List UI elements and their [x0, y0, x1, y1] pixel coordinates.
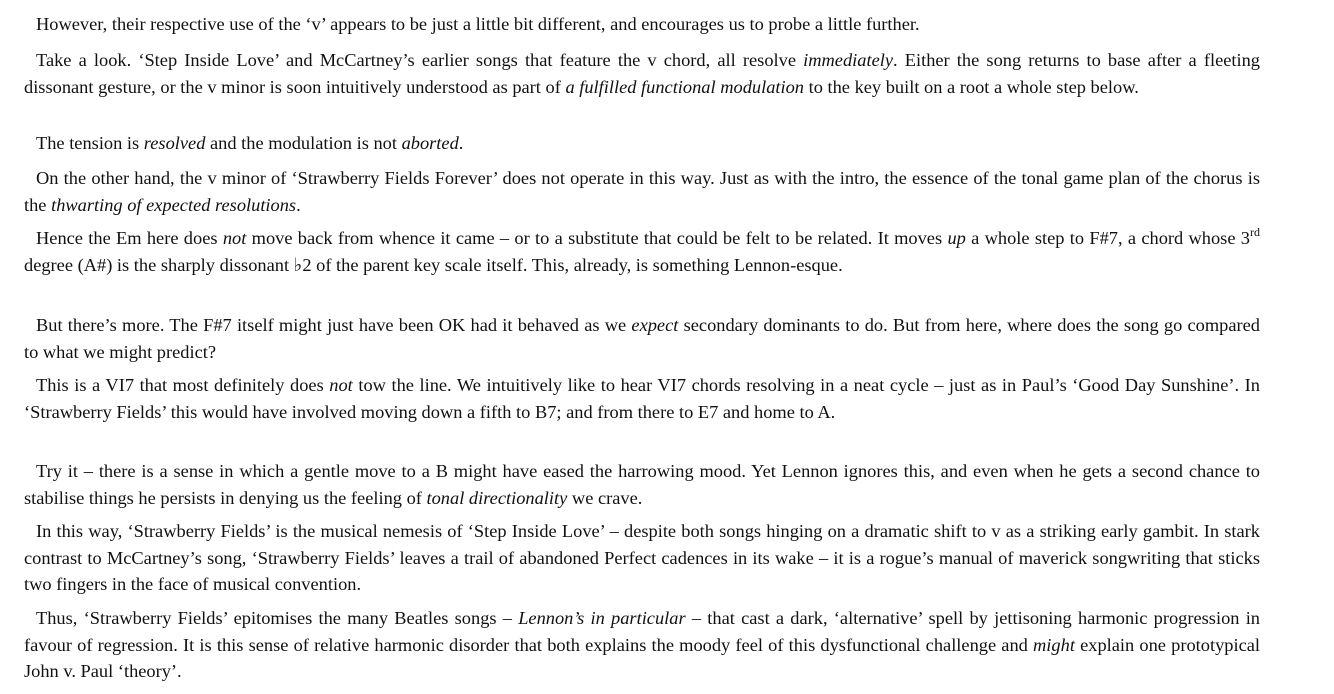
paragraph-5: [24, 225, 1260, 278]
paragraph-text: But there’s more. The F#7 itself might just have been OK had it behaved as we: [36, 315, 632, 335]
paragraph-text: .: [458, 133, 464, 153]
emphasis-text: not: [222, 228, 247, 248]
paragraph-text: and the modulation is not: [205, 133, 402, 153]
paragraph-text: move back from whence it came – or to a substitute that could be felt to be related. It moves: [246, 228, 948, 248]
paragraph-10: [24, 605, 1260, 685]
emphasis-text: immediately: [803, 50, 894, 70]
emphasis-text: a fulfilled functional modulation: [565, 76, 804, 97]
paragraph-text: .: [296, 194, 301, 215]
paragraph-text: explain one prototypical John v. Paul ‘theory’.: [24, 634, 1260, 682]
paragraph-6: [24, 312, 1260, 365]
paragraph-text: In this way, ‘Strawberry Fields’ is the musical nemesis of ‘Step Inside Love’ – despite both songs hinging on a dramatic shift to v as a striking early gambit. In stark contrast to McCartney’s song, ‘Strawberry Fields’ leaves a trail of abandoned Perfect cadences in its wake – it is a rogue’s manual of maverick songwriting that sticks two fingers in the face of musical convention.: [24, 521, 1260, 595]
superscript-text: rd: [1250, 225, 1260, 239]
emphasis-text: resolved: [143, 133, 206, 153]
paragraph-text: – that cast a dark, ‘alternative’ spell by jettisoning harmonic progression in favour of regression. It is this sense of relative harmonic disorder that both explains the moody feel of this dysfunctional challenge and: [24, 608, 1260, 655]
emphasis-text: thwarting of expected resolutions: [51, 194, 297, 215]
paragraph-text: tow the line. We intuitively like to hear VI7 chords resolving in a neat cycle – just as in Paul’s ‘Good Day Sunshine’. In ‘Strawberry Fields’ this would have involved moving down a fifth to B7; and from there to E7 and home to A.: [24, 375, 1261, 422]
emphasis-text: not: [329, 375, 353, 395]
paragraph-text: The tension is: [36, 133, 144, 153]
paragraph-7: [24, 372, 1260, 425]
paragraph-text: we crave.: [567, 487, 643, 508]
emphasis-text: expect: [631, 315, 679, 335]
paragraph-text: This is a VI7 that most definitely does: [36, 375, 330, 395]
paragraph-text: . Either the song returns to base after a fleeting dissonant gesture, or the v minor is soon intuitively understood as part of: [24, 50, 1261, 97]
paragraph-text: a whole step to F#7, a chord whose 3: [965, 228, 1250, 248]
paragraph-4: [24, 165, 1260, 218]
emphasis-text: up: [947, 228, 966, 248]
paragraph-9: [24, 518, 1260, 598]
paragraph-2: [24, 47, 1260, 100]
paragraph-1: [24, 11, 1260, 38]
paragraph-3: [24, 130, 1260, 157]
paragraph-text: Take a look. ‘Step Inside Love’ and McCartney’s earlier songs that feature the v chord, all resolve: [36, 50, 804, 70]
paragraph-text: However, their respective use of the ‘v’ appears to be just a little bit different, and encourages us to probe a little further.: [36, 14, 920, 34]
paragraph-text: Hence the Em here does: [36, 228, 223, 248]
paragraph-text: to the key built on a root a whole step below.: [804, 76, 1139, 97]
emphasis-text: Lennon’s in particular: [518, 608, 686, 628]
emphasis-text: might: [1033, 634, 1075, 655]
paragraph-text: degree (A#) is the sharply dissonant ♭2 of the parent key scale itself. This, already, is something Lennon-esque.: [24, 254, 843, 275]
paragraph-text: On the other hand, the v minor of ‘Strawberry Fields Forever’ does not operate in this way. Just as with the intro, the essence of the tonal game plan of the chorus is the: [24, 168, 1260, 215]
paragraph-text: Thus, ‘Strawberry Fields’ epitomises the many Beatles songs –: [36, 608, 519, 628]
paragraph-text: Try it – there is a sense in which a gentle move to a B might have eased the harrowing mood. Yet Lennon ignores this, and even when he gets a second chance to stabilise things he persists in denying us the feeling of: [24, 461, 1260, 508]
emphasis-text: tonal directionality: [426, 487, 568, 508]
paragraph-8: [24, 458, 1260, 511]
paragraph-text: secondary dominants to do. But from here, where does the song go compared to what we might predict?: [24, 315, 1260, 362]
emphasis-text: aborted: [401, 133, 459, 153]
